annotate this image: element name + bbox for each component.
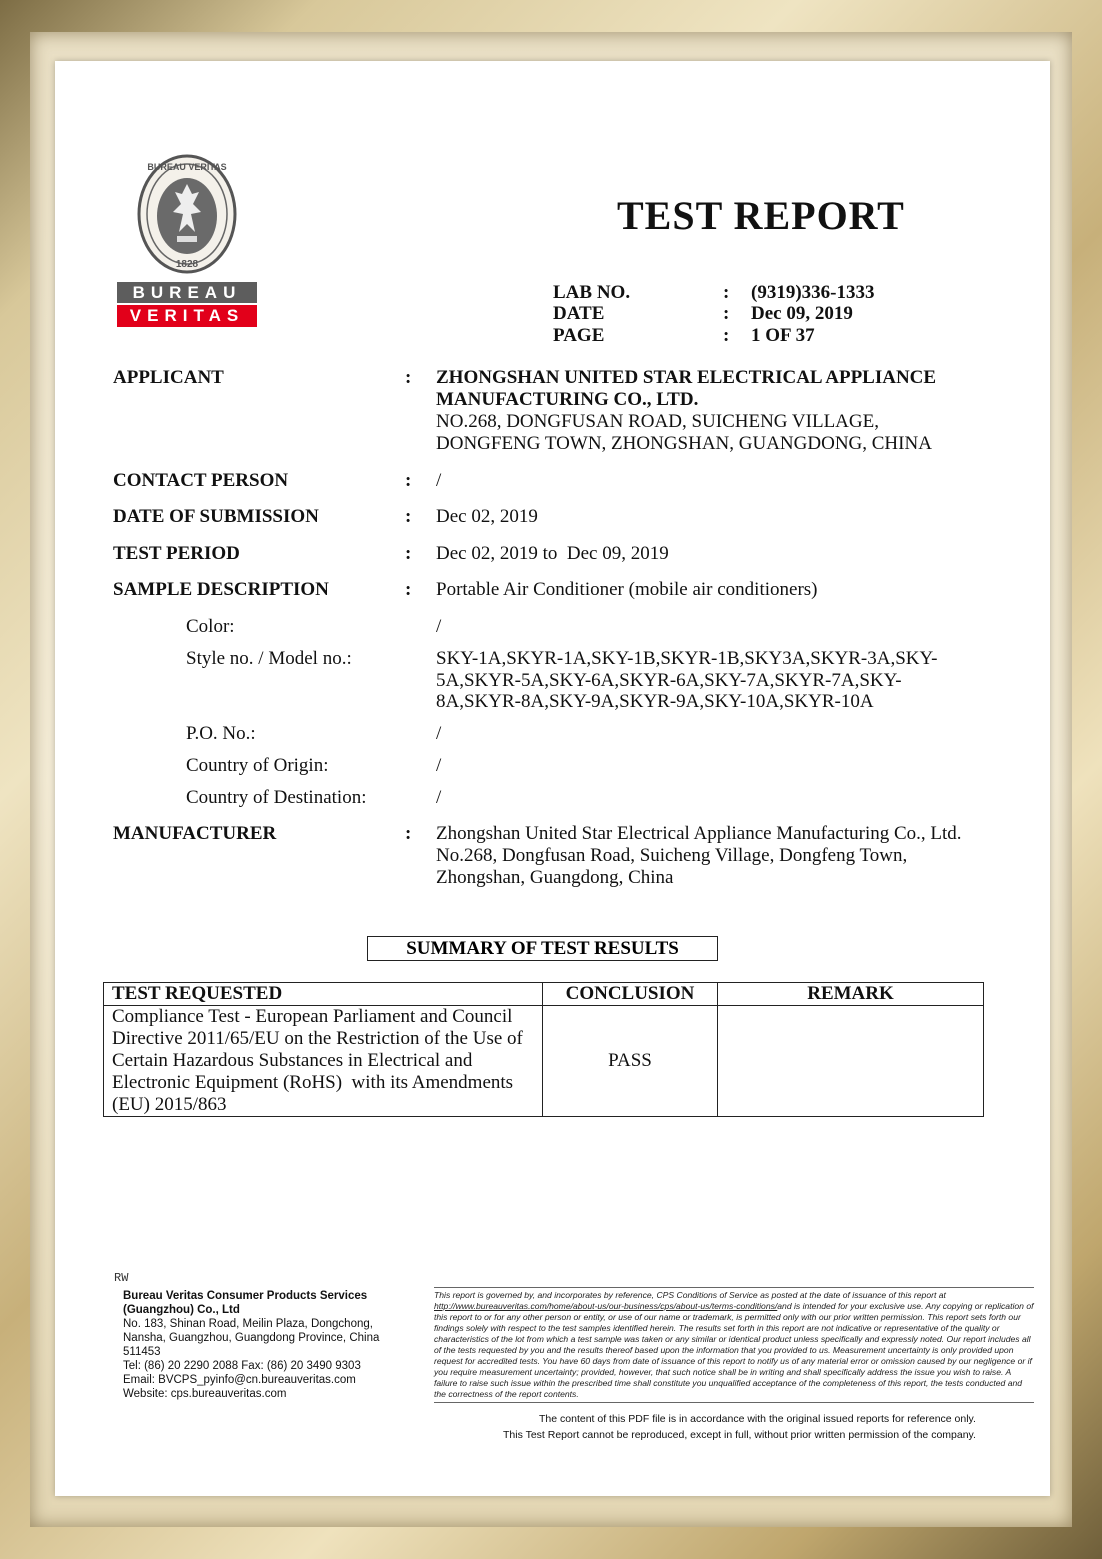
submission-value: Dec 02, 2019: [436, 506, 538, 527]
page-value: 1 OF 37: [751, 325, 815, 346]
contact-value: /: [436, 470, 442, 491]
page-label: PAGE: [553, 325, 605, 346]
lab-address-block: [123, 1289, 379, 1401]
bureau-veritas-wordmark: [117, 282, 257, 327]
color-value: /: [436, 616, 442, 637]
applicant-name-line1: ZHONGSHAN UNITED STAR ELECTRICAL APPLIANCE: [436, 367, 937, 388]
document-page: [55, 61, 1050, 1496]
legal-text-post: and is intended for your exclusive use. Any copying or replication of this report to or for any other person or entity, or use of our name or trademark, is permitted only with our prior written permission. This report sets forth our findings solely with respect to the test samples identified herein. The results set forth in this report are not indicative or representative of the quality or characteristics of the lot from which a test sample was taken or any similar or identical product unless specifically and expressly noted. Our report includes all of the tests requested by you and the results thereof based upon the information that you provided to us. Measurement uncertainty is only provided upon request for accredited tests. You have 60 days from date of issuance of this report to notify us of any material error or omission caused by our negligence or if you require measurement uncertainty; provided, however, that such notice shall be in writing and shall specifically address the issue you wish to raise. A failure to raise such issue within the prescribed time shall constitute you unqualified acceptance of the completeness of this report, the tests conducted and the correctness of the report contents.: [434, 1301, 1034, 1399]
period-label: TEST PERIOD: [113, 543, 240, 564]
remark-cell: [718, 1006, 984, 1117]
page-colon: :: [723, 325, 730, 346]
legal-disclaimer: [434, 1287, 1034, 1403]
style-line3: 8A,SKYR-8A,SKY-9A,SKYR-9A,SKY-10A,SKYR-10A: [436, 691, 874, 712]
lab-no-colon: :: [723, 282, 730, 303]
destination-label: Country of Destination:: [186, 787, 367, 808]
style-line2: 5A,SKYR-5A,SKY-6A,SKYR-6A,SKY-7A,SKYR-7A,SKY-: [436, 670, 902, 691]
color-label: Color:: [186, 616, 235, 637]
pdf-notice: The content of this PDF file is in accordance with the original issued reports for reference only.: [539, 1413, 976, 1425]
brand-line2: VERITAS: [117, 305, 257, 327]
manufacturer-line1: Zhongshan United Star Electrical Appliance Manufacturing Co., Ltd.: [436, 823, 962, 844]
applicant-address-line1: NO.268, DONGFUSAN ROAD, SUICHENG VILLAGE,: [436, 411, 879, 432]
col-test-requested: TEST REQUESTED: [104, 983, 543, 1006]
submission-label: DATE OF SUBMISSION: [113, 506, 319, 527]
lab-address-line3: 511453: [123, 1346, 161, 1358]
sample-colon: :: [405, 579, 412, 600]
style-line1: SKY-1A,SKYR-1A,SKY-1B,SKYR-1B,SKY3A,SKYR-3A,SKY-: [436, 648, 938, 669]
test-requested-cell: [104, 1006, 543, 1117]
test-line2: Directive 2011/65/EU on the Restriction of the Use of: [112, 1028, 523, 1049]
sample-label: SAMPLE DESCRIPTION: [113, 579, 329, 600]
conclusion-cell: PASS: [543, 1006, 718, 1117]
applicant-address-line2: DONGFENG TOWN, ZHONGSHAN, GUANGDONG, CHINA: [436, 433, 932, 454]
test-line4: Electronic Equipment (RoHS) with its Amendments: [112, 1072, 514, 1093]
lab-company-line1: Bureau Veritas Consumer Products Services: [123, 1290, 368, 1302]
applicant-label: APPLICANT: [113, 367, 224, 388]
contact-label: CONTACT PERSON: [113, 470, 289, 491]
submission-colon: :: [405, 506, 412, 527]
svg-text:BUREAU VERITAS: BUREAU VERITAS: [147, 162, 227, 172]
legal-text-pre: This report is governed by, and incorporates by reference, CPS Conditions of Service as posted at the date of issuance of this report at: [434, 1290, 946, 1300]
lab-email: Email: BVCPS_pyinfo@cn.bureauveritas.com: [123, 1374, 356, 1386]
po-label: P.O. No.:: [186, 723, 256, 744]
style-label: Style no. / Model no.:: [186, 648, 352, 669]
manufacturer-line3: Zhongshan, Guangdong, China: [436, 867, 674, 888]
destination-value: /: [436, 787, 442, 808]
lab-tel-fax: Tel: (86) 20 2290 2088 Fax: (86) 20 3490 9303: [123, 1360, 361, 1372]
period-value: Dec 02, 2019 to Dec 09, 2019: [436, 543, 669, 564]
lab-no-label: LAB NO.: [553, 282, 631, 303]
lab-address-line1: No. 183, Shinan Road, Meilin Plaza, Dongchong,: [123, 1318, 373, 1330]
lab-website: Website: cps.bureauveritas.com: [123, 1388, 287, 1400]
manufacturer-line2: No.268, Dongfusan Road, Suicheng Village, Dongfeng Town,: [436, 845, 908, 866]
date-value: Dec 09, 2019: [751, 303, 853, 324]
po-value: /: [436, 723, 442, 744]
test-line3: Certain Hazardous Substances in Electrical and: [112, 1050, 473, 1071]
date-colon: :: [723, 303, 730, 324]
contact-colon: :: [405, 470, 412, 491]
report-title: TEST REPORT: [617, 193, 905, 238]
applicant-name-line2: MANUFACTURING CO., LTD.: [436, 389, 699, 410]
applicant-colon: :: [405, 367, 412, 388]
origin-value: /: [436, 755, 442, 776]
sample-value: Portable Air Conditioner (mobile air conditioners): [436, 579, 818, 600]
svg-text:1828: 1828: [175, 259, 199, 270]
date-label: DATE: [553, 303, 605, 324]
col-conclusion: CONCLUSION: [543, 983, 718, 1006]
results-table: [103, 982, 984, 1117]
period-colon: :: [405, 543, 412, 564]
lab-company-line2: (Guangzhou) Co., Ltd: [123, 1304, 240, 1316]
lab-address-line2: Nansha, Guangzhou, Guangdong Province, China: [123, 1332, 380, 1344]
col-remark: REMARK: [718, 983, 984, 1006]
lab-no-value: (9319)336-1333: [751, 282, 875, 303]
test-line5: (EU) 2015/863: [112, 1094, 227, 1115]
manufacturer-colon: :: [405, 823, 412, 844]
table-row: [104, 1006, 984, 1117]
terms-link[interactable]: http://www.bureauveritas.com/home/about-us/our-business/cps/about-us/terms-conditions/: [434, 1301, 778, 1311]
brand-line1: BUREAU: [117, 282, 257, 303]
summary-title: SUMMARY OF TEST RESULTS: [367, 936, 718, 961]
origin-label: Country of Origin:: [186, 755, 329, 776]
test-line1: Compliance Test - European Parliament and Council: [112, 1006, 513, 1027]
manufacturer-label: MANUFACTURER: [113, 823, 277, 844]
reproduction-notice: This Test Report cannot be reproduced, except in full, without prior written permission of the company.: [503, 1429, 976, 1441]
initials: RW: [114, 1271, 129, 1285]
bureau-veritas-seal-icon: [137, 154, 237, 274]
